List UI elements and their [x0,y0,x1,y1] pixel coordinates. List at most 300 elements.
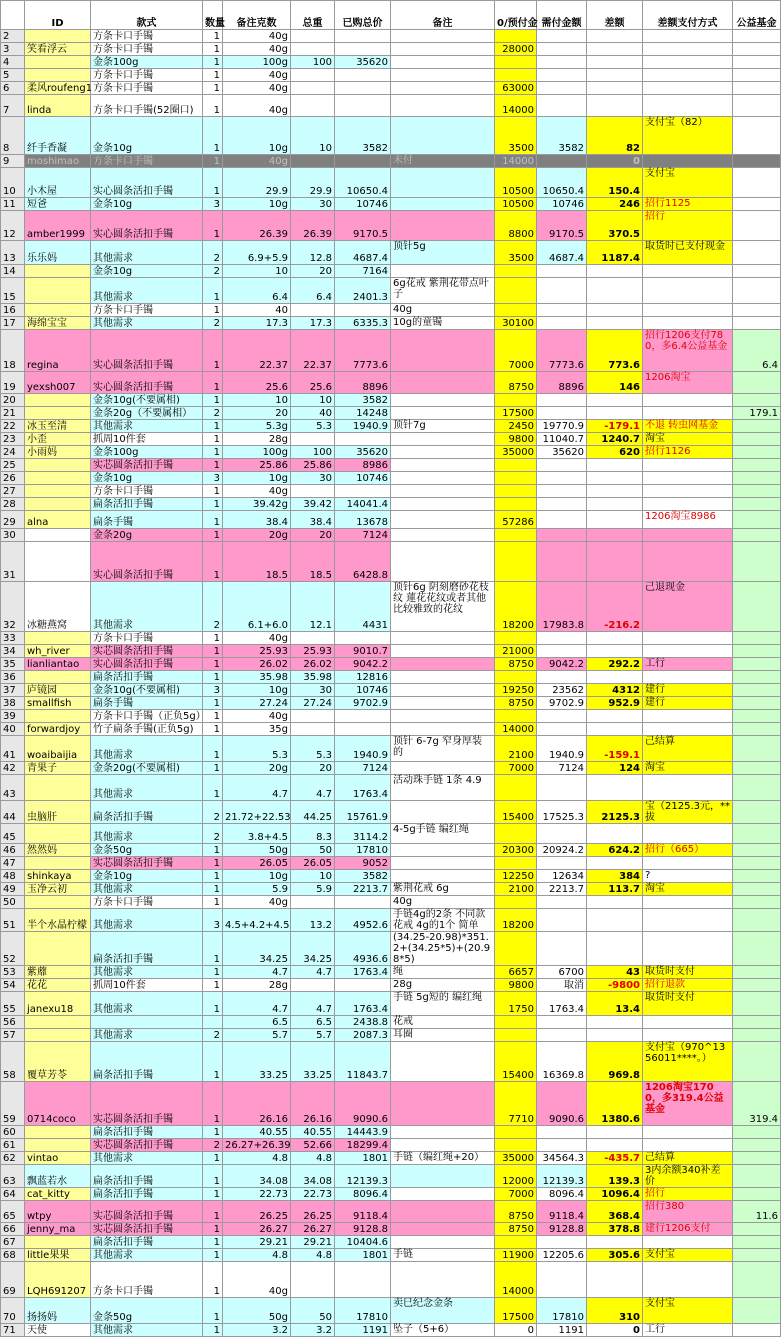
cell-style[interactable]: 实心圆条活扣手镯 [91,542,203,582]
cell-id[interactable]: 乐乐妈 [25,241,91,265]
cell-id[interactable]: cat_kitty [25,1188,91,1201]
cell-style[interactable]: 实心圆条活扣手镯 [91,168,203,198]
cell-weight[interactable]: 17.3 [291,317,335,330]
cell-due[interactable]: 17810 [537,1298,587,1324]
cell-fund[interactable] [733,1298,781,1324]
cell-method[interactable]: 建行 [643,697,733,710]
cell-grams[interactable]: 34.25 [223,932,291,966]
cell-qty[interactable]: 3 [203,684,223,697]
cell-diff[interactable] [587,472,643,485]
cell-grams[interactable]: 35.98 [223,671,291,684]
cell-diff[interactable] [587,932,643,966]
cell-qty[interactable]: 1 [203,117,223,155]
cell-prepay[interactable] [495,857,537,870]
cell-note[interactable]: 未付 [391,155,495,168]
cell-note[interactable] [391,1223,495,1236]
cell-total[interactable]: 17810 [335,844,391,857]
cell-style[interactable]: 扁条活扣手镯 [91,1165,203,1188]
cell-qty[interactable]: 1 [203,69,223,82]
row-number[interactable]: 32 [1,582,25,632]
cell-total[interactable] [335,710,391,723]
cell-weight[interactable]: 26.27 [291,1223,335,1236]
row-number[interactable]: 53 [1,966,25,979]
cell-id[interactable]: 小雨妈 [25,446,91,459]
cell-fund[interactable] [733,824,781,844]
cell-fund[interactable] [733,420,781,433]
cell-note[interactable]: 手链 5g短的 编红绳 [391,992,495,1016]
cell-style[interactable]: 其他需求 [91,241,203,265]
cell-weight[interactable]: 4.7 [291,992,335,1016]
cell-method[interactable]: 支付宝（82） [643,117,733,155]
cell-weight[interactable]: 10 [291,394,335,407]
cell-fund[interactable] [733,684,781,697]
cell-note[interactable] [391,1188,495,1201]
cell-diff[interactable] [587,317,643,330]
cell-diff[interactable]: 1240.7 [587,433,643,446]
cell-weight[interactable]: 20 [291,529,335,542]
cell-note[interactable]: 活动珠手链 1条 4.9 [391,775,495,801]
cell-due[interactable]: 12205.6 [537,1249,587,1262]
cell-total[interactable]: 4687.4 [335,241,391,265]
row-number[interactable]: 70 [1,1298,25,1324]
col-header-diff[interactable]: 差额 [587,1,643,30]
cell-weight[interactable]: 3.2 [291,1324,335,1337]
cell-fund[interactable] [733,658,781,671]
cell-diff[interactable] [587,498,643,511]
cell-due[interactable] [537,1126,587,1139]
cell-diff[interactable] [587,1262,643,1298]
cell-note[interactable]: 紫荆花戒 6g [391,883,495,896]
cell-note[interactable]: 顶针6g 阴刻磨砂花枝纹 蓮花花纹或者其他比较雅致的花纹 [391,582,495,632]
cell-diff[interactable] [587,671,643,684]
cell-qty[interactable]: 2 [203,265,223,278]
cell-prepay[interactable] [495,529,537,542]
cell-qty[interactable]: 1 [203,95,223,117]
cell-due[interactable] [537,155,587,168]
cell-diff[interactable] [587,1029,643,1042]
cell-diff[interactable] [587,896,643,909]
cell-prepay[interactable]: 3500 [495,241,537,265]
cell-grams[interactable]: 10 [223,265,291,278]
cell-method[interactable] [643,710,733,723]
cell-note[interactable] [391,632,495,645]
cell-method[interactable]: 工行 [643,658,733,671]
cell-total[interactable]: 2438.8 [335,1016,391,1029]
cell-id[interactable] [25,1139,91,1152]
col-header-prepay[interactable]: 0/预付金 [495,1,537,30]
cell-diff[interactable] [587,265,643,278]
cell-fund[interactable] [733,801,781,824]
cell-grams[interactable]: 4.7 [223,775,291,801]
cell-note[interactable] [391,870,495,883]
cell-fund[interactable] [733,1223,781,1236]
cell-grams[interactable]: 26.25 [223,1201,291,1223]
cell-grams[interactable]: 26.27 [223,1223,291,1236]
cell-total[interactable]: 2401.3 [335,278,391,304]
cell-grams[interactable]: 10g [223,117,291,155]
cell-method[interactable] [643,485,733,498]
cell-id[interactable]: wtpy [25,1201,91,1223]
cell-prepay[interactable]: 35000 [495,1152,537,1165]
cell-id[interactable]: moshimao [25,155,91,168]
cell-fund[interactable] [733,1324,781,1337]
cell-method[interactable] [643,824,733,844]
cell-style[interactable]: 金条50g [91,1298,203,1324]
cell-grams[interactable]: 5.3 [223,736,291,762]
cell-id[interactable]: 青果子 [25,762,91,775]
cell-grams[interactable]: 35g [223,723,291,736]
cell-qty[interactable]: 1 [203,278,223,304]
cell-weight[interactable]: 29.21 [291,1236,335,1249]
cell-total[interactable]: 9702.9 [335,697,391,710]
cell-qty[interactable]: 1 [203,658,223,671]
cell-qty[interactable]: 1 [203,1042,223,1082]
cell-method[interactable] [643,529,733,542]
cell-id[interactable]: 然然妈 [25,844,91,857]
cell-fund[interactable] [733,394,781,407]
cell-qty[interactable]: 1 [203,155,223,168]
cell-style[interactable]: 实心圆条活扣手镯 [91,372,203,394]
cell-prepay[interactable] [495,278,537,304]
cell-grams[interactable]: 18.5 [223,542,291,582]
cell-fund[interactable] [733,844,781,857]
cell-note[interactable] [391,529,495,542]
cell-id[interactable] [25,472,91,485]
cell-weight[interactable] [291,979,335,992]
cell-id[interactable]: linda [25,95,91,117]
cell-grams[interactable]: 40g [223,30,291,43]
cell-due[interactable] [537,1016,587,1029]
cell-diff[interactable] [587,1126,643,1139]
cell-diff[interactable] [587,775,643,801]
cell-grams[interactable]: 25.86 [223,459,291,472]
cell-id[interactable]: janexu18 [25,992,91,1016]
cell-qty[interactable]: 3 [203,909,223,932]
cell-prepay[interactable]: 17500 [495,1298,537,1324]
cell-total[interactable]: 9010.7 [335,645,391,658]
cell-weight[interactable]: 4.8 [291,1152,335,1165]
row-number[interactable]: 31 [1,542,25,582]
cell-grams[interactable]: 40 [223,304,291,317]
cell-method[interactable] [643,632,733,645]
cell-style[interactable]: 扁条活扣手镯 [91,1126,203,1139]
cell-qty[interactable]: 1 [203,844,223,857]
cell-style[interactable]: 其他需求 [91,278,203,304]
cell-note[interactable] [391,30,495,43]
cell-fund[interactable] [733,117,781,155]
cell-due[interactable] [537,82,587,95]
cell-prepay[interactable]: 18200 [495,909,537,932]
cell-style[interactable]: 实芯圆条活扣手镯 [91,459,203,472]
cell-diff[interactable]: -9800 [587,979,643,992]
cell-grams[interactable]: 3.8+4.5 [223,824,291,844]
cell-grams[interactable]: 25.93 [223,645,291,658]
cell-style[interactable]: 金条10g [91,117,203,155]
cell-fund[interactable] [733,1249,781,1262]
cell-method[interactable]: 淘宝 [643,883,733,896]
cell-prepay[interactable]: 57286 [495,511,537,529]
cell-fund[interactable] [733,69,781,82]
cell-prepay[interactable] [495,824,537,844]
cell-method[interactable]: 支付宝 [643,168,733,198]
cell-diff[interactable] [587,82,643,95]
cell-qty[interactable]: 1 [203,762,223,775]
cell-total[interactable]: 3582 [335,870,391,883]
row-number[interactable]: 71 [1,1324,25,1337]
cell-diff[interactable] [587,43,643,56]
cell-fund[interactable] [733,459,781,472]
cell-diff[interactable] [587,1139,643,1152]
cell-method[interactable] [643,472,733,485]
cell-style[interactable]: 方条卡口手镯 [91,896,203,909]
cell-grams[interactable]: 40g [223,1262,291,1298]
cell-method[interactable] [643,1262,733,1298]
cell-weight[interactable] [291,1262,335,1298]
row-number[interactable]: 19 [1,372,25,394]
cell-total[interactable]: 9042.2 [335,658,391,671]
cell-method[interactable] [643,498,733,511]
cell-fund[interactable] [733,43,781,56]
row-number[interactable]: 27 [1,485,25,498]
cell-due[interactable] [537,472,587,485]
row-number[interactable]: 54 [1,979,25,992]
cell-id[interactable] [25,30,91,43]
cell-total[interactable] [335,485,391,498]
cell-qty[interactable]: 1 [203,992,223,1016]
cell-qty[interactable]: 1 [203,1152,223,1165]
cell-prepay[interactable]: 12000 [495,1165,537,1188]
cell-qty[interactable]: 1 [203,330,223,372]
cell-due[interactable] [537,407,587,420]
cell-qty[interactable]: 1 [203,1082,223,1126]
cell-method[interactable] [643,723,733,736]
cell-total[interactable]: 7124 [335,529,391,542]
cell-diff[interactable]: -179.1 [587,420,643,433]
cell-weight[interactable]: 100 [291,56,335,69]
cell-prepay[interactable]: 8800 [495,211,537,241]
cell-qty[interactable]: 3 [203,472,223,485]
cell-fund[interactable] [733,1126,781,1139]
cell-prepay[interactable]: 17500 [495,407,537,420]
cell-id[interactable]: alna [25,511,91,529]
cell-style[interactable]: 金条10g(不要属相) [91,684,203,697]
row-number[interactable]: 8 [1,117,25,155]
cell-prepay[interactable]: 6657 [495,966,537,979]
cell-prepay[interactable]: 10500 [495,198,537,211]
cell-prepay[interactable]: 15400 [495,801,537,824]
cell-diff[interactable] [587,632,643,645]
cell-id[interactable]: yexsh007 [25,372,91,394]
cell-note[interactable] [391,1236,495,1249]
cell-method[interactable]: 招行退款 [643,979,733,992]
cell-grams[interactable]: 20 [223,407,291,420]
cell-qty[interactable]: 2 [203,317,223,330]
cell-diff[interactable] [587,511,643,529]
cell-diff[interactable]: 1187.4 [587,241,643,265]
cell-style[interactable]: 扁条活扣手镯 [91,1042,203,1082]
cell-total[interactable]: 15761.9 [335,801,391,824]
cell-weight[interactable]: 22.37 [291,330,335,372]
cell-weight[interactable]: 5.3 [291,420,335,433]
cell-diff[interactable] [587,485,643,498]
cell-grams[interactable]: 20g [223,762,291,775]
cell-note[interactable] [391,844,495,857]
cell-note[interactable] [391,472,495,485]
cell-style[interactable]: 方条卡口手镯 [91,1262,203,1298]
cell-note[interactable] [391,168,495,198]
cell-style[interactable]: 金条100g [91,56,203,69]
cell-diff[interactable] [587,304,643,317]
cell-method[interactable]: 招行 [643,1188,733,1201]
cell-due[interactable]: 9118.4 [537,1201,587,1223]
cell-total[interactable] [335,433,391,446]
cell-prepay[interactable] [495,1126,537,1139]
cell-style[interactable]: 扁条活扣手镯 [91,1236,203,1249]
row-number[interactable]: 7 [1,95,25,117]
row-number[interactable]: 41 [1,736,25,762]
cell-fund[interactable] [733,529,781,542]
cell-note[interactable] [391,69,495,82]
cell-due[interactable]: 9090.6 [537,1082,587,1126]
cell-id[interactable] [25,304,91,317]
cell-diff[interactable] [587,56,643,69]
cell-qty[interactable]: 1 [203,433,223,446]
row-number[interactable]: 64 [1,1188,25,1201]
cell-note[interactable] [391,372,495,394]
cell-prepay[interactable]: 11900 [495,1249,537,1262]
cell-style[interactable]: 扁条活扣手镯 [91,932,203,966]
cell-diff[interactable] [587,1236,643,1249]
cell-prepay[interactable]: 14000 [495,155,537,168]
cell-method[interactable] [643,909,733,932]
cell-grams[interactable]: 33.25 [223,1042,291,1082]
cell-style[interactable]: 方条卡口手镯 [91,632,203,645]
cell-diff[interactable]: 124 [587,762,643,775]
cell-qty[interactable]: 2 [203,407,223,420]
cell-prepay[interactable]: 7000 [495,762,537,775]
cell-method[interactable] [643,775,733,801]
cell-style[interactable]: 竹子扁条手镯(正负5g) [91,723,203,736]
cell-method[interactable] [643,95,733,117]
cell-id[interactable]: amber1999 [25,211,91,241]
cell-method[interactable] [643,304,733,317]
row-number[interactable]: 46 [1,844,25,857]
cell-method[interactable]: 3内余额340补差价 [643,1165,733,1188]
cell-id[interactable] [25,824,91,844]
row-number[interactable]: 43 [1,775,25,801]
cell-weight[interactable] [291,30,335,43]
cell-fund[interactable] [733,775,781,801]
cell-style[interactable]: 实芯圆条活扣手镯 [91,1082,203,1126]
cell-prepay[interactable] [495,932,537,966]
cell-grams[interactable]: 25.6 [223,372,291,394]
cell-method[interactable]: 支付宝 [643,1249,733,1262]
cell-total[interactable]: 8986 [335,459,391,472]
cell-weight[interactable]: 52.66 [291,1139,335,1152]
cell-prepay[interactable]: 8750 [495,1201,537,1223]
cell-fund[interactable] [733,95,781,117]
cell-method[interactable]: 1206淘宝 [643,372,733,394]
cell-weight[interactable]: 44.25 [291,801,335,824]
cell-note[interactable] [391,394,495,407]
cell-grams[interactable]: 21.72+22.53 [223,801,291,824]
cell-prepay[interactable] [495,472,537,485]
col-header-total[interactable]: 已购总价 [335,1,391,30]
cell-method[interactable] [643,671,733,684]
cell-fund[interactable] [733,896,781,909]
cell-grams[interactable]: 26.39 [223,211,291,241]
cell-qty[interactable]: 1 [203,82,223,95]
row-number[interactable]: 13 [1,241,25,265]
cell-weight[interactable]: 5.7 [291,1029,335,1042]
cell-total[interactable]: 6335.3 [335,317,391,330]
cell-total[interactable]: 9170.5 [335,211,391,241]
row-number[interactable]: 37 [1,684,25,697]
cell-prepay[interactable]: 9800 [495,433,537,446]
cell-note[interactable]: 手链4g的2条 不同款 花戒 4g的1个 简单 [391,909,495,932]
cell-fund[interactable] [733,1262,781,1298]
cell-note[interactable] [391,95,495,117]
cell-qty[interactable]: 1 [203,1298,223,1324]
cell-diff[interactable] [587,857,643,870]
cell-diff[interactable] [587,909,643,932]
cell-grams[interactable]: 6.9+5.9 [223,241,291,265]
cell-due[interactable]: 20924.2 [537,844,587,857]
cell-method[interactable] [643,1236,733,1249]
cell-method[interactable] [643,407,733,420]
cell-fund[interactable] [733,762,781,775]
cell-fund[interactable]: 6.4 [733,330,781,372]
cell-note[interactable] [391,658,495,671]
cell-prepay[interactable]: 15400 [495,1042,537,1082]
cell-note[interactable]: 6g花戒 紫荆花带点叶子 [391,278,495,304]
cell-grams[interactable]: 22.37 [223,330,291,372]
cell-grams[interactable]: 40g [223,43,291,56]
cell-diff[interactable] [587,394,643,407]
row-number[interactable]: 66 [1,1223,25,1236]
cell-note[interactable]: (34.25-20.98)*351.2+(34.25*5)+(20.98*5) [391,932,495,966]
cell-note[interactable] [391,1126,495,1139]
cell-weight[interactable] [291,69,335,82]
cell-total[interactable]: 9052 [335,857,391,870]
cell-fund[interactable]: 11.6 [733,1201,781,1223]
cell-style[interactable]: 实心圆条活扣手镯 [91,658,203,671]
cell-method[interactable] [643,1139,733,1152]
cell-note[interactable]: 花戒 [391,1016,495,1029]
cell-diff[interactable]: 4312 [587,684,643,697]
cell-note[interactable] [391,645,495,658]
cell-grams[interactable]: 28g [223,433,291,446]
cell-total[interactable]: 35620 [335,446,391,459]
cell-id[interactable] [25,932,91,966]
cell-grams[interactable]: 17.3 [223,317,291,330]
cell-due[interactable] [537,317,587,330]
cell-fund[interactable] [733,736,781,762]
cell-due[interactable] [537,56,587,69]
row-number[interactable]: 57 [1,1029,25,1042]
cell-method[interactable] [643,69,733,82]
cell-diff[interactable]: 43 [587,966,643,979]
cell-note[interactable]: 顶针 6-7g 窄身厚装的 [391,736,495,762]
row-number[interactable]: 12 [1,211,25,241]
cell-note[interactable] [391,82,495,95]
cell-weight[interactable]: 38.4 [291,511,335,529]
cell-weight[interactable]: 13.2 [291,909,335,932]
row-number[interactable]: 61 [1,1139,25,1152]
cell-prepay[interactable] [495,542,537,582]
cell-due[interactable] [537,723,587,736]
cell-method[interactable] [643,932,733,966]
